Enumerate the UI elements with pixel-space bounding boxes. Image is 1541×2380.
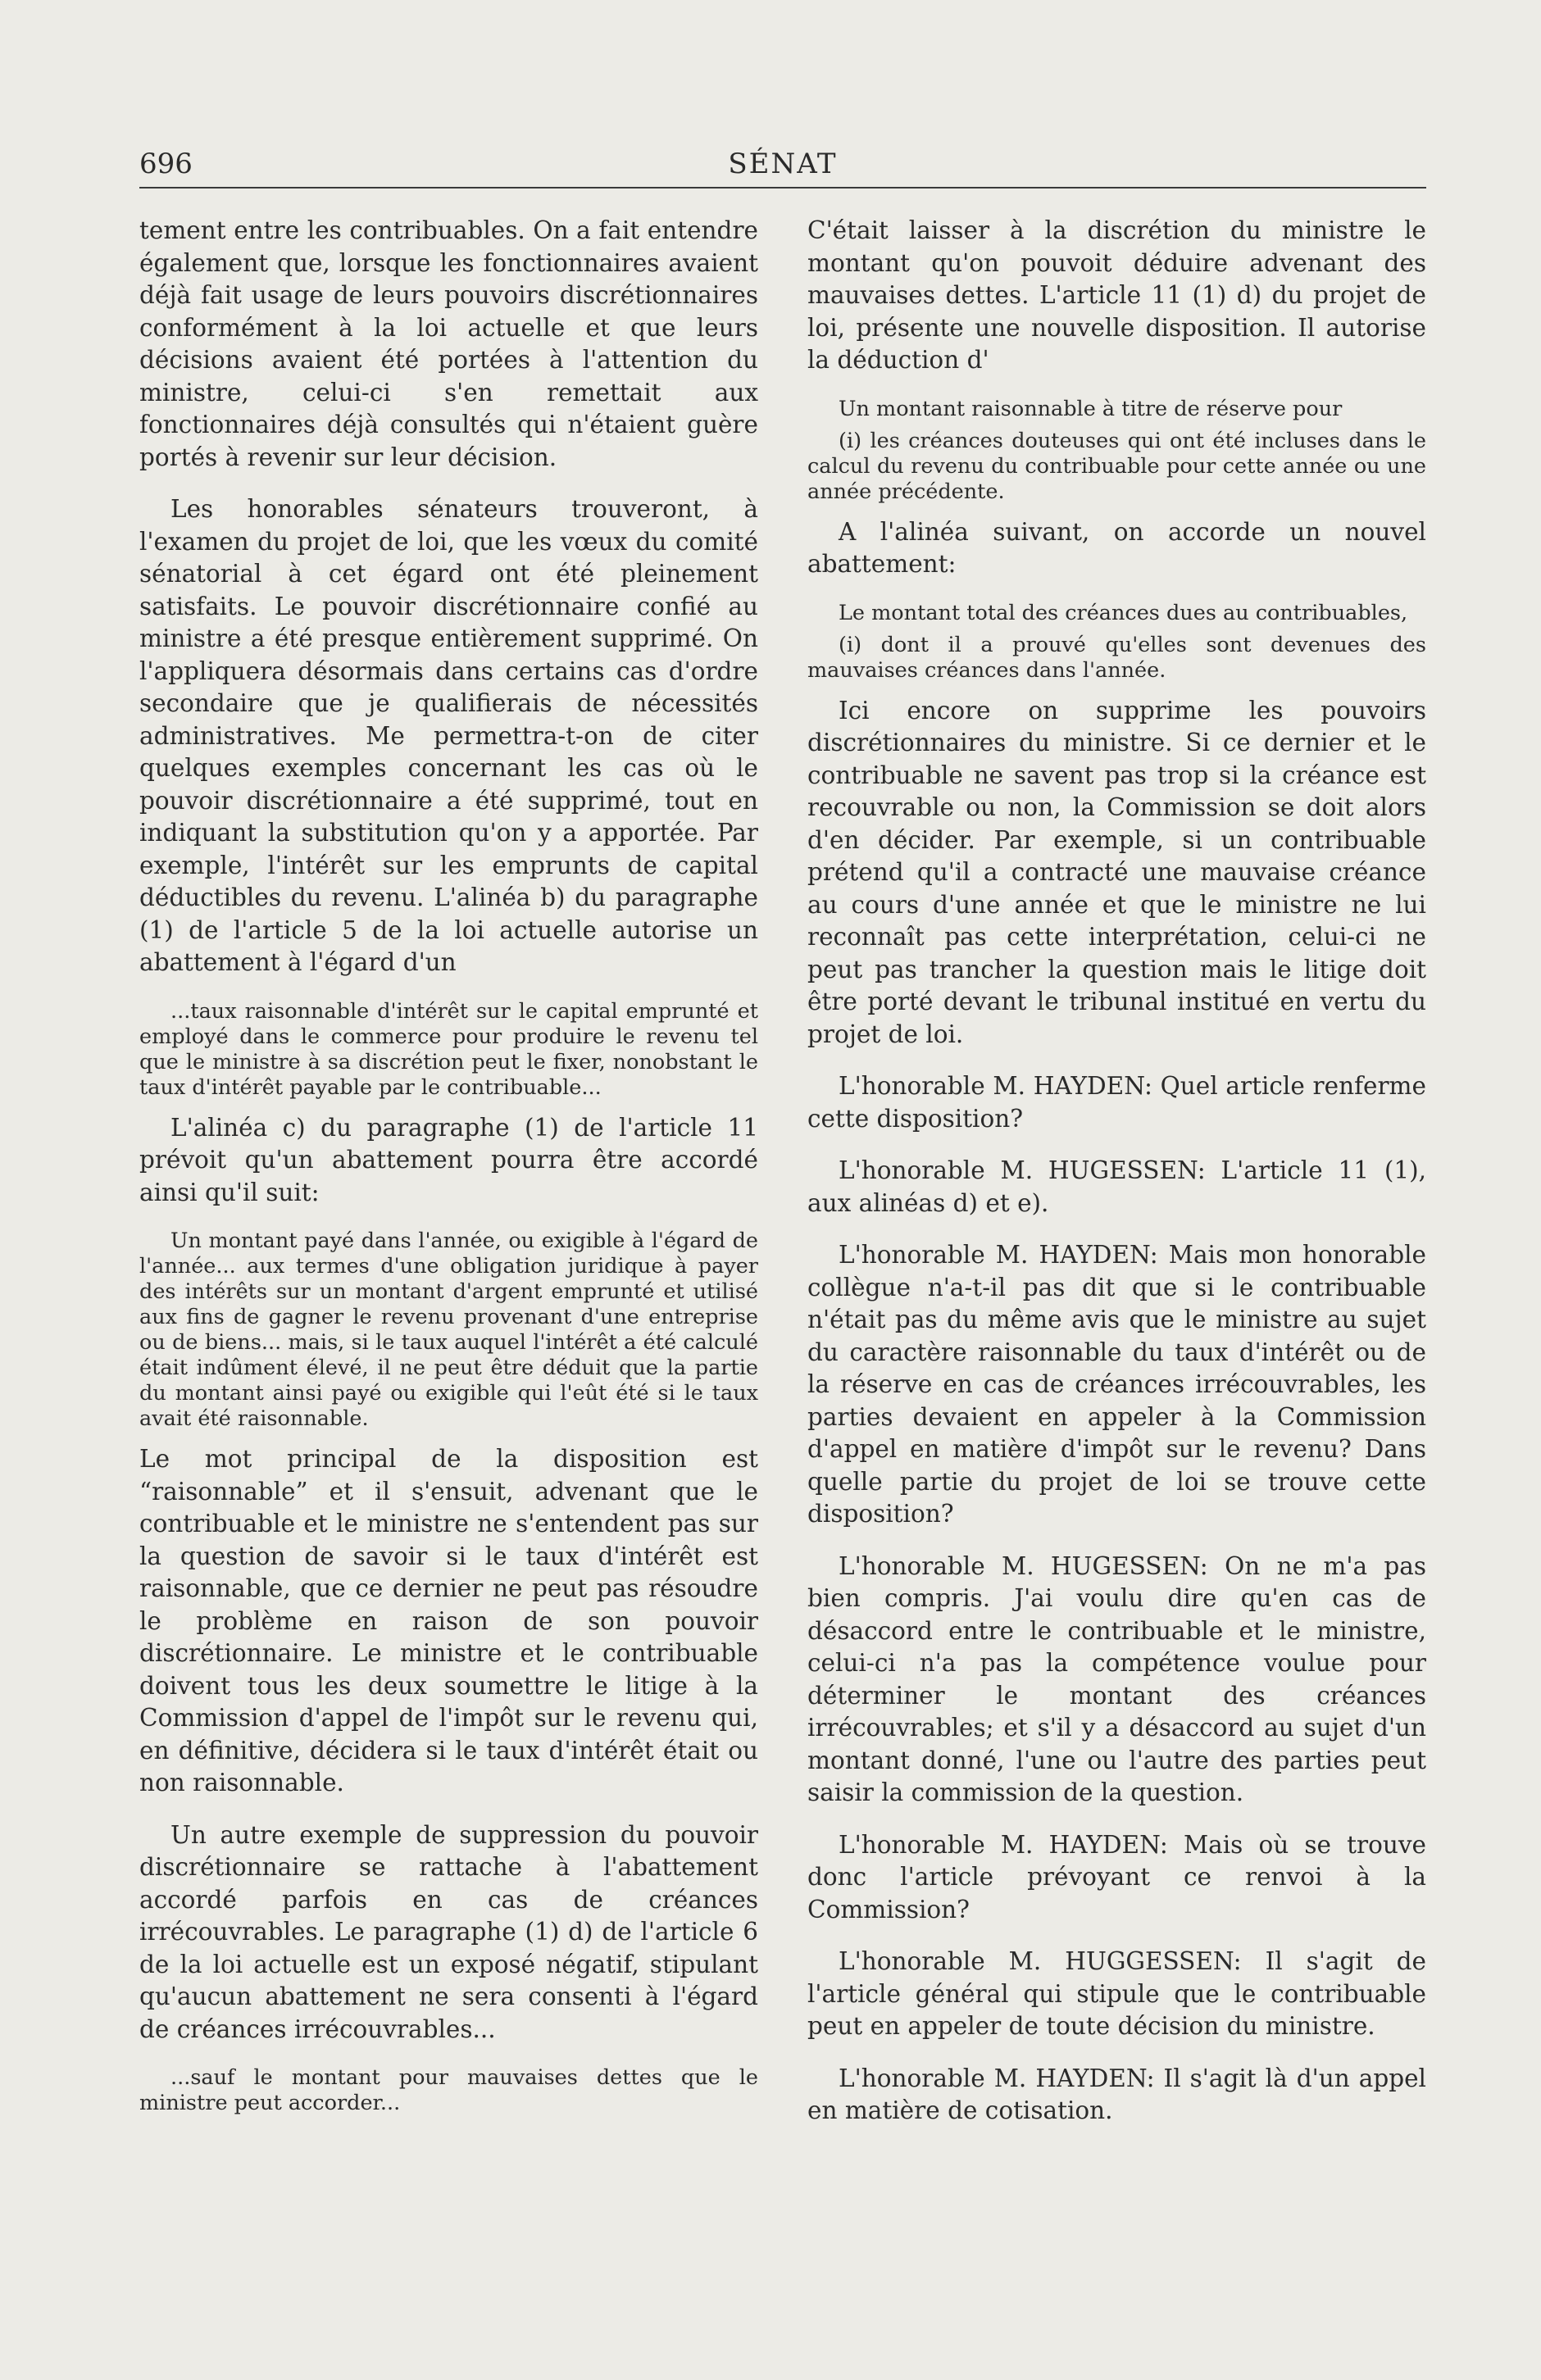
quotation: ...sauf le montant pour mauvaises dettes que le ministre peut accorder... <box>139 2065 758 2115</box>
left-column <box>139 215 758 2128</box>
quotation: Un montant raisonnable à titre de réserve pour <box>839 396 1343 421</box>
paragraph: Le mot principal de la disposition est “raisonnable” et il s'ensuit, advenant que le contribuable et le ministre ne s'entendent pas sur la question de savoir si le taux d'intérêt est raisonnable, que ce dernier ne peut pas résoudre le problème en raison de son pouvoir discrétionnaire. Le ministre et le contribuable doivent tous les deux soumettre le litige à la Commission d'appel de l'impôt sur le revenu qui, en définitive, décidera si le taux d'intérêt était ou non raisonnable. <box>139 1445 758 1796</box>
paragraph: A l'alinéa suivant, on accorde un nouvel abattement: <box>807 517 1426 578</box>
page-header <box>139 141 1426 187</box>
page-number: 696 <box>139 148 193 180</box>
paragraph: C'était laisser à la discrétion du ministre le montant qu'on pouvoit déduire advenant des mauvaises dettes. L'article 11 (1) d) du projet de loi, présente une nouvelle disposition. Il autorise la déduction d' <box>807 216 1426 374</box>
right-column <box>807 215 1426 2147</box>
paragraph: L'alinéa c) du paragraphe (1) de l'article 11 prévoit qu'un abattement pourra être accordé ainsi qu'il suit: <box>139 1113 758 1206</box>
header-rule <box>139 187 1426 188</box>
page-title: SÉNAT <box>728 148 838 180</box>
paragraph: Ici encore on supprime les pouvoirs discrétionnaires du ministre. Si ce dernier et le contribuable ne savent pas trop si la créance est recouvrable ou non, la Commission se doit alors d'en décider. Par exemple, si un contribuable prétend qu'il a contracté une mauvaise créance au cours d'une année et que le ministre ne lui reconnaît pas cette interprétation, celui-ci ne peut pas trancher la question mais le litige doit être porté devant le tribunal institué en vertu du projet de loi. <box>807 696 1426 1048</box>
quotation: (i) les créances douteuses qui ont été incluses dans le calcul du revenu du contribuable pour cette année ou une année précédente. <box>807 428 1426 504</box>
speaker-paragraph: L'honorable M. HAYDEN: Quel article renferme cette disposition? <box>807 1072 1426 1133</box>
speaker-paragraph: L'honorable M. HAYDEN: Mais où se trouve donc l'article prévoyant ce renvoi à la Commission? <box>807 1830 1426 1924</box>
quotation: (i) dont il a prouvé qu'elles sont devenues des mauvaises créances dans l'année. <box>807 632 1426 683</box>
speaker-paragraph: L'honorable M. HUGESSEN: L'article 11 (1), aux alinéas d) et e). <box>807 1156 1426 1217</box>
speaker-paragraph: L'honorable M. HUGESSEN: On ne m'a pas bien compris. J'ai voulu dire qu'en cas de désaccord entre le contribuable et le ministre, celui-ci n'a pas la compétence voulue pour déterminer le montant des créances irrécouvrables; et s'il y a désaccord au sujet d'un montant donné, l'une ou l'autre des parties peut saisir la commission de la question. <box>807 1551 1426 1806</box>
quotation: Un montant payé dans l'année, ou exigible à l'égard de l'année... aux termes d'une obligation juridique à payer des intérêts sur un montant d'argent emprunté et utilisé aux fins de gagner le revenu provenant d'une entreprise ou de biens... mais, si le taux auquel l'intérêt a été calculé était indûment élevé, il ne peut être déduit que la partie du montant ainsi payé ou exigible qui l'eût été si le taux avait été raisonnable. <box>139 1229 758 1431</box>
paragraph: Les honorables sénateurs trouveront, à l'examen du projet de loi, que les vœux du comité sénatorial à cet égard ont été pleinement satisfaits. Le pouvoir discrétionnaire confié au ministre a été presque entièrement supprimé. On l'appliquera désormais dans certains cas d'ordre secondaire que je qualifierais de nécessités administratives. Me permettra-t-on de citer quelques exemples concernant les cas où le pouvoir discrétionnaire a été supprimé, tout en indiquant la substitution qu'on y a apportée. Par exemple, l'intérêt sur les emprunts de capital déductibles du revenu. L'alinéa b) du paragraphe (1) de l'article 5 de la loi actuelle autorise un abattement à l'égard d'un <box>139 495 758 976</box>
speaker-paragraph: L'honorable M. HAYDEN: Mais mon honorable collègue n'a-t-il pas dit que si le contribuable n'était pas du même avis que le ministre au sujet du caractère raisonnable du taux d'intérêt ou de la réserve en cas de créances irrécouvrables, les parties devaient en appeler à la Commission d'appel en matière d'impôt sur le revenu? Dans quelle partie du projet de loi se trouve cette disposition? <box>807 1241 1426 1528</box>
speaker-paragraph: L'honorable M. HUGGESSEN: Il s'agit de l'article général qui stipule que le contribuable peut en appeler de toute décision du ministre. <box>807 1947 1426 2040</box>
quotation: ...taux raisonnable d'intérêt sur le capital emprunté et employé dans le commerce pour produire le revenu tel que le ministre à sa discrétion peut le fixer, nonobstant le taux d'intérêt payable par le contribuable... <box>139 998 758 1100</box>
paragraph: Un autre exemple de suppression du pouvoir discrétionnaire se rattache à l'abattement accordé parfois en cas de créances irrécouvrables. Le paragraphe (1) d) de l'article 6 de la loi actuelle est un exposé négatif, stipulant qu'aucun abattement ne sera consenti à l'égard de créances irrécouvrables... <box>139 1820 758 2043</box>
quotation: Le montant total des créances dues au contribuables, <box>839 600 1408 625</box>
speaker-paragraph: L'honorable M. HAYDEN: Il s'agit là d'un appel en matière de cotisation. <box>807 2064 1426 2124</box>
paragraph: tement entre les contribuables. On a fait entendre également que, lorsque les fonctionnaires avaient déjà fait usage de leurs pouvoirs discrétionnaires conformément à la loi actuelle et que leurs décisions avaient été portées à l'attention du ministre, celui-ci s'en remettait aux fonctionnaires déjà consultés qui n'étaient guère portés à revenir sur leur décision. <box>139 216 758 471</box>
